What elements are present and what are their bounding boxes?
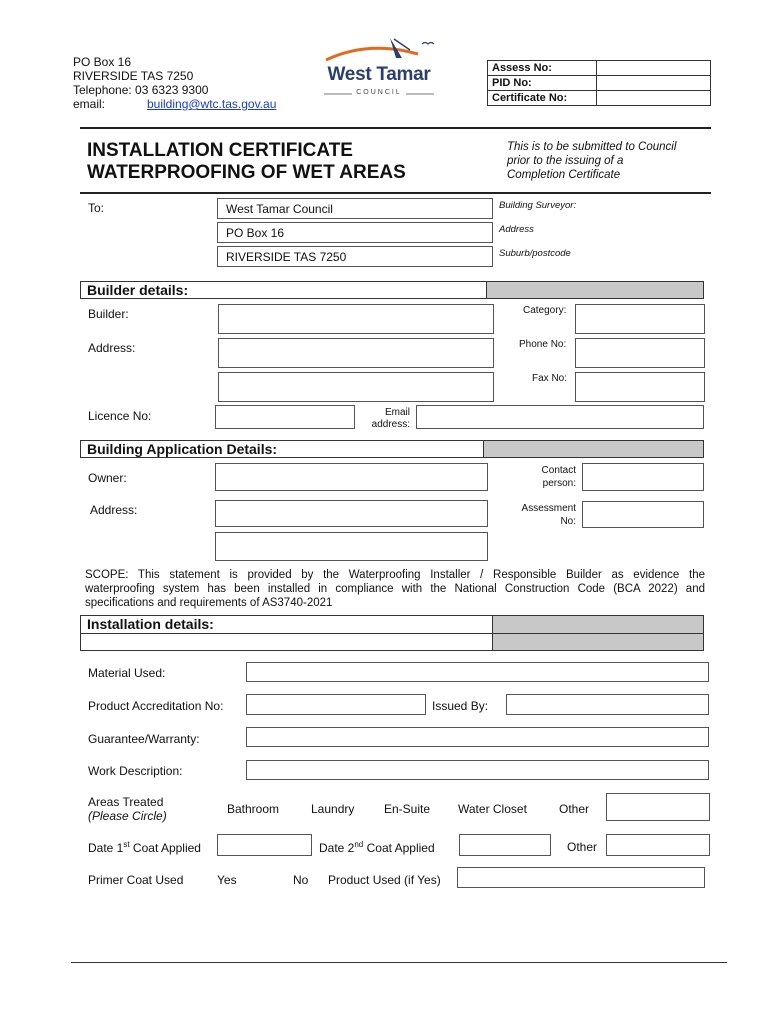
title-note-2: prior to the issuing of a bbox=[507, 155, 624, 167]
reference-table bbox=[487, 60, 711, 106]
footer-rule bbox=[71, 962, 727, 963]
area-option-ensuite[interactable]: En-Suite bbox=[384, 802, 431, 816]
application-address-field-1[interactable] bbox=[215, 500, 488, 527]
category-label: Category: bbox=[523, 305, 567, 316]
assess-no-field[interactable] bbox=[597, 61, 711, 76]
area-other-field[interactable] bbox=[606, 793, 710, 821]
email-label: email: bbox=[73, 97, 106, 111]
category-field[interactable] bbox=[575, 304, 705, 334]
contact-label-2: person: bbox=[542, 478, 576, 489]
owner-label: Owner: bbox=[88, 471, 127, 485]
licence-field[interactable] bbox=[215, 405, 355, 429]
address-line-2: RIVERSIDE TAS 7250 bbox=[73, 69, 194, 83]
area-option-bathroom[interactable]: Bathroom bbox=[227, 802, 280, 816]
phone-field[interactable] bbox=[575, 338, 705, 368]
fax-label: Fax No: bbox=[532, 373, 568, 384]
title-note-1: This is to be submitted to Council bbox=[507, 141, 677, 153]
assessment-field[interactable] bbox=[582, 501, 704, 528]
installation-section-title: Installation details: bbox=[87, 616, 214, 632]
application-section-title: Building Application Details: bbox=[87, 441, 278, 457]
builder-field[interactable] bbox=[218, 304, 494, 334]
certificate-no-label: Certificate No: bbox=[488, 91, 597, 106]
product-used-label: Product Used (if Yes) bbox=[328, 873, 441, 887]
date-2nd-coat-field[interactable] bbox=[459, 834, 551, 856]
council-logo bbox=[318, 36, 440, 102]
owner-field[interactable] bbox=[215, 463, 488, 491]
to-suburb-value: RIVERSIDE TAS 7250 bbox=[226, 250, 347, 264]
application-address-field-2[interactable] bbox=[215, 532, 488, 561]
licence-label: Licence No: bbox=[88, 409, 152, 423]
builder-address-label: Address: bbox=[88, 341, 136, 355]
pid-no-label: PID No: bbox=[488, 76, 597, 91]
assessment-label-2: No: bbox=[560, 516, 576, 527]
fax-field[interactable] bbox=[575, 372, 705, 402]
area-option-laundry[interactable]: Laundry bbox=[311, 802, 355, 816]
scope-line-3: specifications and requirements of AS3740-2021 bbox=[85, 597, 333, 609]
areas-label-2: (Please Circle) bbox=[88, 809, 167, 823]
hint-building-surveyor: Building Surveyor: bbox=[499, 200, 577, 211]
material-field[interactable] bbox=[246, 662, 709, 682]
logo-name: West Tamar bbox=[327, 64, 431, 85]
work-description-field[interactable] bbox=[246, 760, 709, 780]
address-line-3: Telephone: 03 6323 9300 bbox=[73, 83, 209, 97]
other-coat-field[interactable] bbox=[606, 834, 710, 856]
builder-section-title: Builder details: bbox=[87, 282, 189, 298]
guarantee-field[interactable] bbox=[246, 727, 709, 747]
to-name-field[interactable] bbox=[217, 198, 493, 219]
to-address-value: PO Box 16 bbox=[226, 226, 285, 240]
to-suburb-field[interactable] bbox=[217, 246, 493, 267]
builder-address-field-1[interactable] bbox=[218, 338, 494, 368]
product-used-field[interactable] bbox=[457, 867, 705, 888]
title-line-2: WATERPROOFING OF WET AREAS bbox=[87, 162, 406, 183]
area-option-other[interactable]: Other bbox=[559, 802, 590, 816]
email-link[interactable]: building@wtc.tas.gov.au bbox=[147, 97, 277, 111]
to-address-field[interactable] bbox=[217, 222, 493, 243]
builder-email-field[interactable] bbox=[416, 405, 704, 429]
title-line-1: INSTALLATION CERTIFICATE bbox=[87, 140, 353, 161]
accreditation-field[interactable] bbox=[246, 694, 426, 715]
hint-suburb: Suburb/postcode bbox=[499, 248, 571, 259]
primer-coat-label: Primer Coat Used bbox=[88, 873, 184, 887]
application-address-label: Address: bbox=[90, 503, 138, 517]
to-label: To: bbox=[88, 201, 105, 215]
other-coat-label: Other bbox=[567, 840, 598, 854]
builder-label: Builder: bbox=[88, 307, 129, 321]
builder-email-label-2: address: bbox=[371, 419, 410, 430]
assessment-label-1: Assessment bbox=[521, 503, 576, 514]
areas-label-1: Areas Treated bbox=[88, 795, 164, 809]
scope-line-1: SCOPE: This statement is provided by the Waterproofing Installer / Responsible Builder as evidence the bbox=[85, 569, 705, 581]
title-rule-bottom bbox=[80, 192, 711, 194]
title-note-3: Completion Certificate bbox=[507, 169, 621, 181]
phone-label: Phone No: bbox=[519, 339, 567, 350]
date-1st-coat-label: Date 1st Coat Applied bbox=[88, 840, 201, 855]
issued-by-field[interactable] bbox=[506, 694, 709, 715]
material-label: Material Used: bbox=[88, 666, 166, 680]
logo-sub: COUNCIL bbox=[356, 89, 402, 96]
guarantee-label: Guarantee/Warranty: bbox=[88, 732, 200, 746]
date-2nd-coat-label: Date 2nd Coat Applied bbox=[319, 840, 435, 855]
primer-no-option[interactable]: No bbox=[293, 873, 309, 887]
assess-no-label: Assess No: bbox=[488, 61, 597, 76]
builder-email-label-1: Email bbox=[384, 407, 410, 418]
work-description-label: Work Description: bbox=[88, 764, 183, 778]
address-line-1: PO Box 16 bbox=[73, 55, 132, 69]
issued-by-label: Issued By: bbox=[432, 699, 489, 713]
certificate-no-field[interactable] bbox=[597, 91, 711, 106]
date-1st-coat-field[interactable] bbox=[217, 834, 312, 856]
scope-line-2: waterproofing system has been installed in compliance with the National Construction Code (BCA 2022) and bbox=[85, 583, 705, 595]
primer-yes-option[interactable]: Yes bbox=[217, 873, 237, 887]
title-rule-top bbox=[80, 127, 711, 129]
area-option-water-closet[interactable]: Water Closet bbox=[458, 802, 527, 816]
contact-label-1: Contact bbox=[541, 465, 576, 476]
pid-no-field[interactable] bbox=[597, 76, 711, 91]
hint-address: Address bbox=[499, 224, 534, 235]
builder-address-field-2[interactable] bbox=[218, 372, 494, 402]
to-name-value: West Tamar Council bbox=[226, 202, 333, 216]
scope-statement bbox=[85, 568, 705, 610]
contact-field[interactable] bbox=[582, 463, 704, 491]
accreditation-label: Product Accreditation No: bbox=[88, 699, 224, 713]
